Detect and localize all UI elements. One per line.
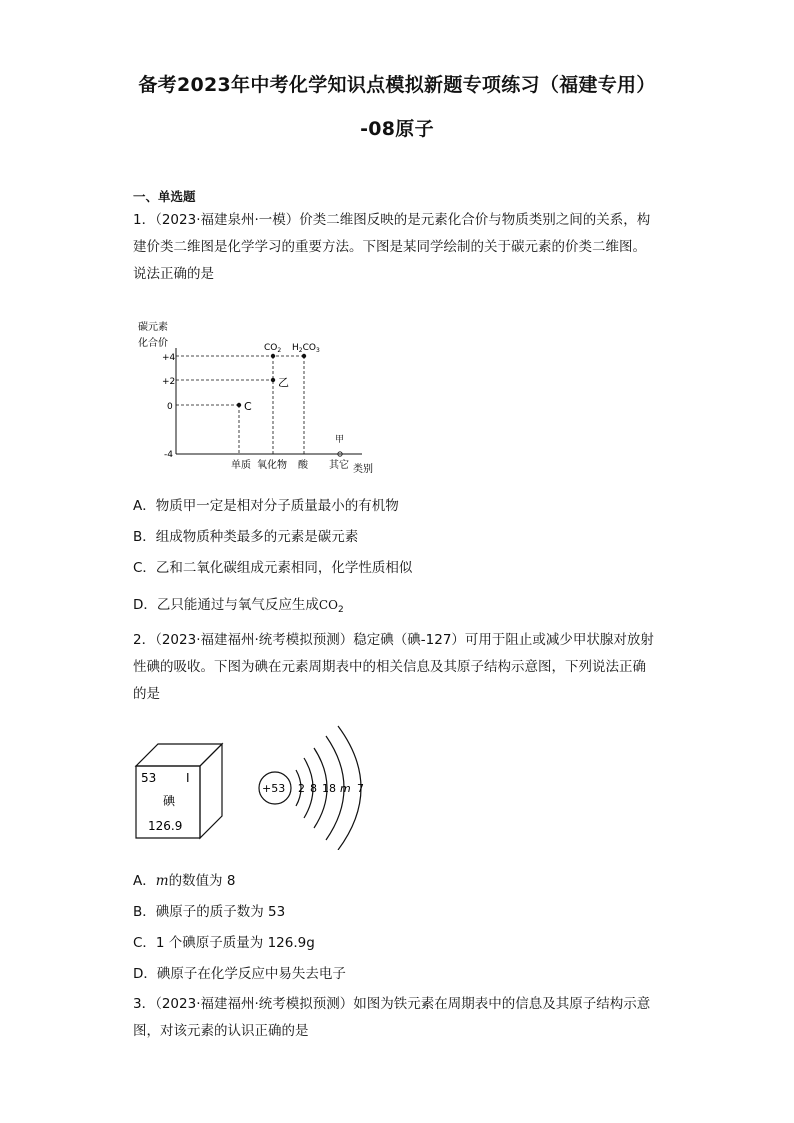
question-3-line2: 图，对该元素的认识正确的是 xyxy=(133,1023,309,1039)
label-c: C xyxy=(244,400,252,413)
y-tick-0: 0 xyxy=(167,402,173,412)
document-subtitle: -08原子 xyxy=(360,118,434,140)
q1-option-c: C．乙和二氧化碳组成元素相同，化学性质相似 xyxy=(133,560,413,576)
label-yi: 乙 xyxy=(278,376,289,389)
q1-option-b: B．组成物质种类最多的元素是碳元素 xyxy=(133,529,359,545)
shell-4-electrons: m xyxy=(340,782,351,795)
y-axis-label-2: 化合价 xyxy=(138,338,168,349)
label-jia: 甲 xyxy=(335,435,345,445)
atomic-structure-diagram xyxy=(259,726,364,850)
x-cat-acid: 酸 xyxy=(298,460,308,471)
atomic-number: 53 xyxy=(141,771,157,785)
element-symbol: I xyxy=(186,771,190,785)
point-h2co3 xyxy=(302,354,306,358)
question-1-line1: 1．（2023·福建泉州·一模）价类二维图反映的是元素化合价与物质类别之间的关系，构 xyxy=(133,212,651,228)
point-c xyxy=(237,403,241,407)
x-cat-other: 其它 xyxy=(329,460,349,471)
q1-option-a: A．物质甲一定是相对分子质量最小的有机物 xyxy=(133,498,399,514)
label-co2: $CO_2$ xyxy=(264,343,282,354)
question-3-text xyxy=(133,991,673,1045)
q2-option-d: D．碘原子在化学反应中易失去电子 xyxy=(133,966,346,982)
iodine-figure xyxy=(130,720,380,850)
q2-option-a: A．m的数值为 8 xyxy=(133,873,236,889)
shell-1-electrons: 2 xyxy=(298,782,305,795)
label-h2co3: $H_2CO_3$ xyxy=(292,343,320,354)
shell-3-electrons: 18 xyxy=(322,782,336,795)
shell-5-electrons: 7 xyxy=(357,782,364,795)
element-name: 碘 xyxy=(163,794,176,808)
section-heading: 一、单选题 xyxy=(133,189,196,204)
point-yi xyxy=(271,378,275,382)
x-axis-label: 类别 xyxy=(353,464,373,475)
x-cat-element: 单质 xyxy=(231,460,251,471)
element-cell-iodine xyxy=(136,744,222,838)
document-title: 备考2023年中考化学知识点模拟新题专项练习（福建专用） xyxy=(138,74,656,96)
question-1-line2: 建价类二维图是化学学习的重要方法。下图是某同学绘制的关于碳元素的价类二维图。 xyxy=(133,239,646,255)
question-2-line2: 性碘的吸收。下图为碘在元素周期表中的相关信息及其原子结构示意图，下列说法正确 xyxy=(133,659,646,675)
shell-2-electrons: 8 xyxy=(310,782,317,795)
y-tick-plus4: +4 xyxy=(162,353,176,363)
question-2-line1: 2．（2023·福建福州·统考模拟预测）稳定碘（碘-127）可用于阻止或减少甲状腺对放射 xyxy=(133,632,654,648)
question-1-text xyxy=(133,207,673,288)
nucleus-charge: +53 xyxy=(262,782,286,795)
y-axis-label-1: 碳元素 xyxy=(138,322,168,333)
carbon-valence-diagram xyxy=(130,318,390,478)
q2-option-c: C．1 个碘原子质量为 126.9g xyxy=(133,935,315,951)
q1-option-d: D．乙只能通过与氧气反应生成$CO_2$ xyxy=(133,597,344,615)
y-tick-minus4: -4 xyxy=(164,450,173,460)
q2-option-b: B．碘原子的质子数为 53 xyxy=(133,904,286,920)
point-co2 xyxy=(271,354,275,358)
x-cat-oxide: 氧化物 xyxy=(257,460,287,471)
question-3-line1: 3．（2023·福建福州·统考模拟预测）如图为铁元素在周期表中的信息及其原子结构示意 xyxy=(133,996,651,1012)
question-2-line3: 的是 xyxy=(133,686,160,702)
question-1-line3: 说法正确的是 xyxy=(133,266,214,282)
question-2-text xyxy=(133,627,673,708)
atomic-mass: 126.9 xyxy=(148,819,183,833)
y-tick-plus2: +2 xyxy=(162,377,176,387)
